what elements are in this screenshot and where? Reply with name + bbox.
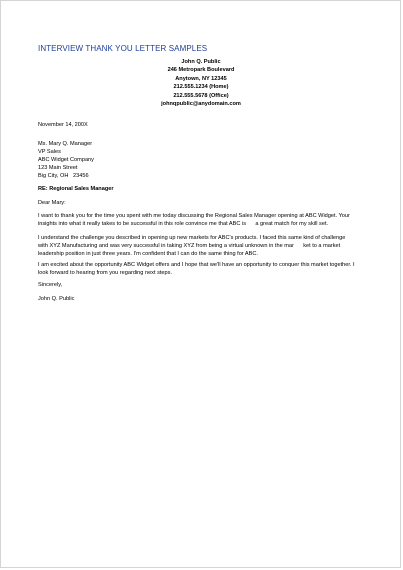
sender-phone-home: 212.555.1234 (Home) (173, 84, 229, 91)
sender-name: John Q. Public (181, 59, 221, 65)
paragraph-line: look forward to hearing from you regarding next steps. (38, 269, 173, 276)
recipient-city: Big City, OH 23456 (38, 172, 89, 179)
sender-phone-office: 212.555.5678 (Office) (173, 92, 229, 99)
paragraph-3 (38, 262, 368, 278)
paragraph-line: I am excited about the opportunity ABC Widget offers and I hope that we'll have an opportunity to conquer this market together. I (38, 262, 355, 268)
letter-closing: Sincerely, (38, 282, 63, 288)
sender-city: Anytown, NY 12345 (175, 75, 227, 82)
recipient-title: VP Sales (38, 148, 61, 155)
paragraph-line: with XYZ Manufacturing and was very successful in taking XYZ from being a virtual unknown in the mar ket to a market (38, 242, 341, 249)
recipient-street: 123 Main Street (38, 164, 78, 171)
letter-signature: John Q. Public (38, 296, 75, 302)
letter-salutation: Dear Mary: (38, 200, 66, 206)
document-title: INTERVIEW THANK YOU LETTER SAMPLES (38, 44, 208, 53)
letter-subject: RE: Regional Sales Manager (38, 186, 114, 192)
paragraph-line: I want to thank you for the time you spent with me today discussing the Regional Sales Manager opening at ABC Widget. Your (38, 213, 350, 219)
paragraph-line: leadership position in just three years. I'm confident that I can do the same thing for ABC. (38, 250, 258, 257)
paragraph-line: insights into what it really takes to be successful in this role convince me that ABC is a great match for my skill set. (38, 220, 329, 227)
recipient-company: ABC Widget Company (38, 156, 94, 163)
sender-email: johnqpublic@anydomain.com (161, 101, 241, 108)
recipient-name: Ms. Mary Q. Manager (38, 141, 93, 147)
paragraph-1 (38, 213, 368, 229)
sender-address-block (121, 58, 281, 108)
sender-street: 246 Metropark Boulevard (167, 67, 235, 74)
letter-date: November 14, 200X (38, 122, 88, 128)
recipient-address-block (38, 141, 368, 181)
paragraph-line: I understand the challenge you described in opening up new markets for ABC's products. I faced this same kind of challenge (38, 235, 346, 241)
paragraph-2 (38, 235, 368, 259)
